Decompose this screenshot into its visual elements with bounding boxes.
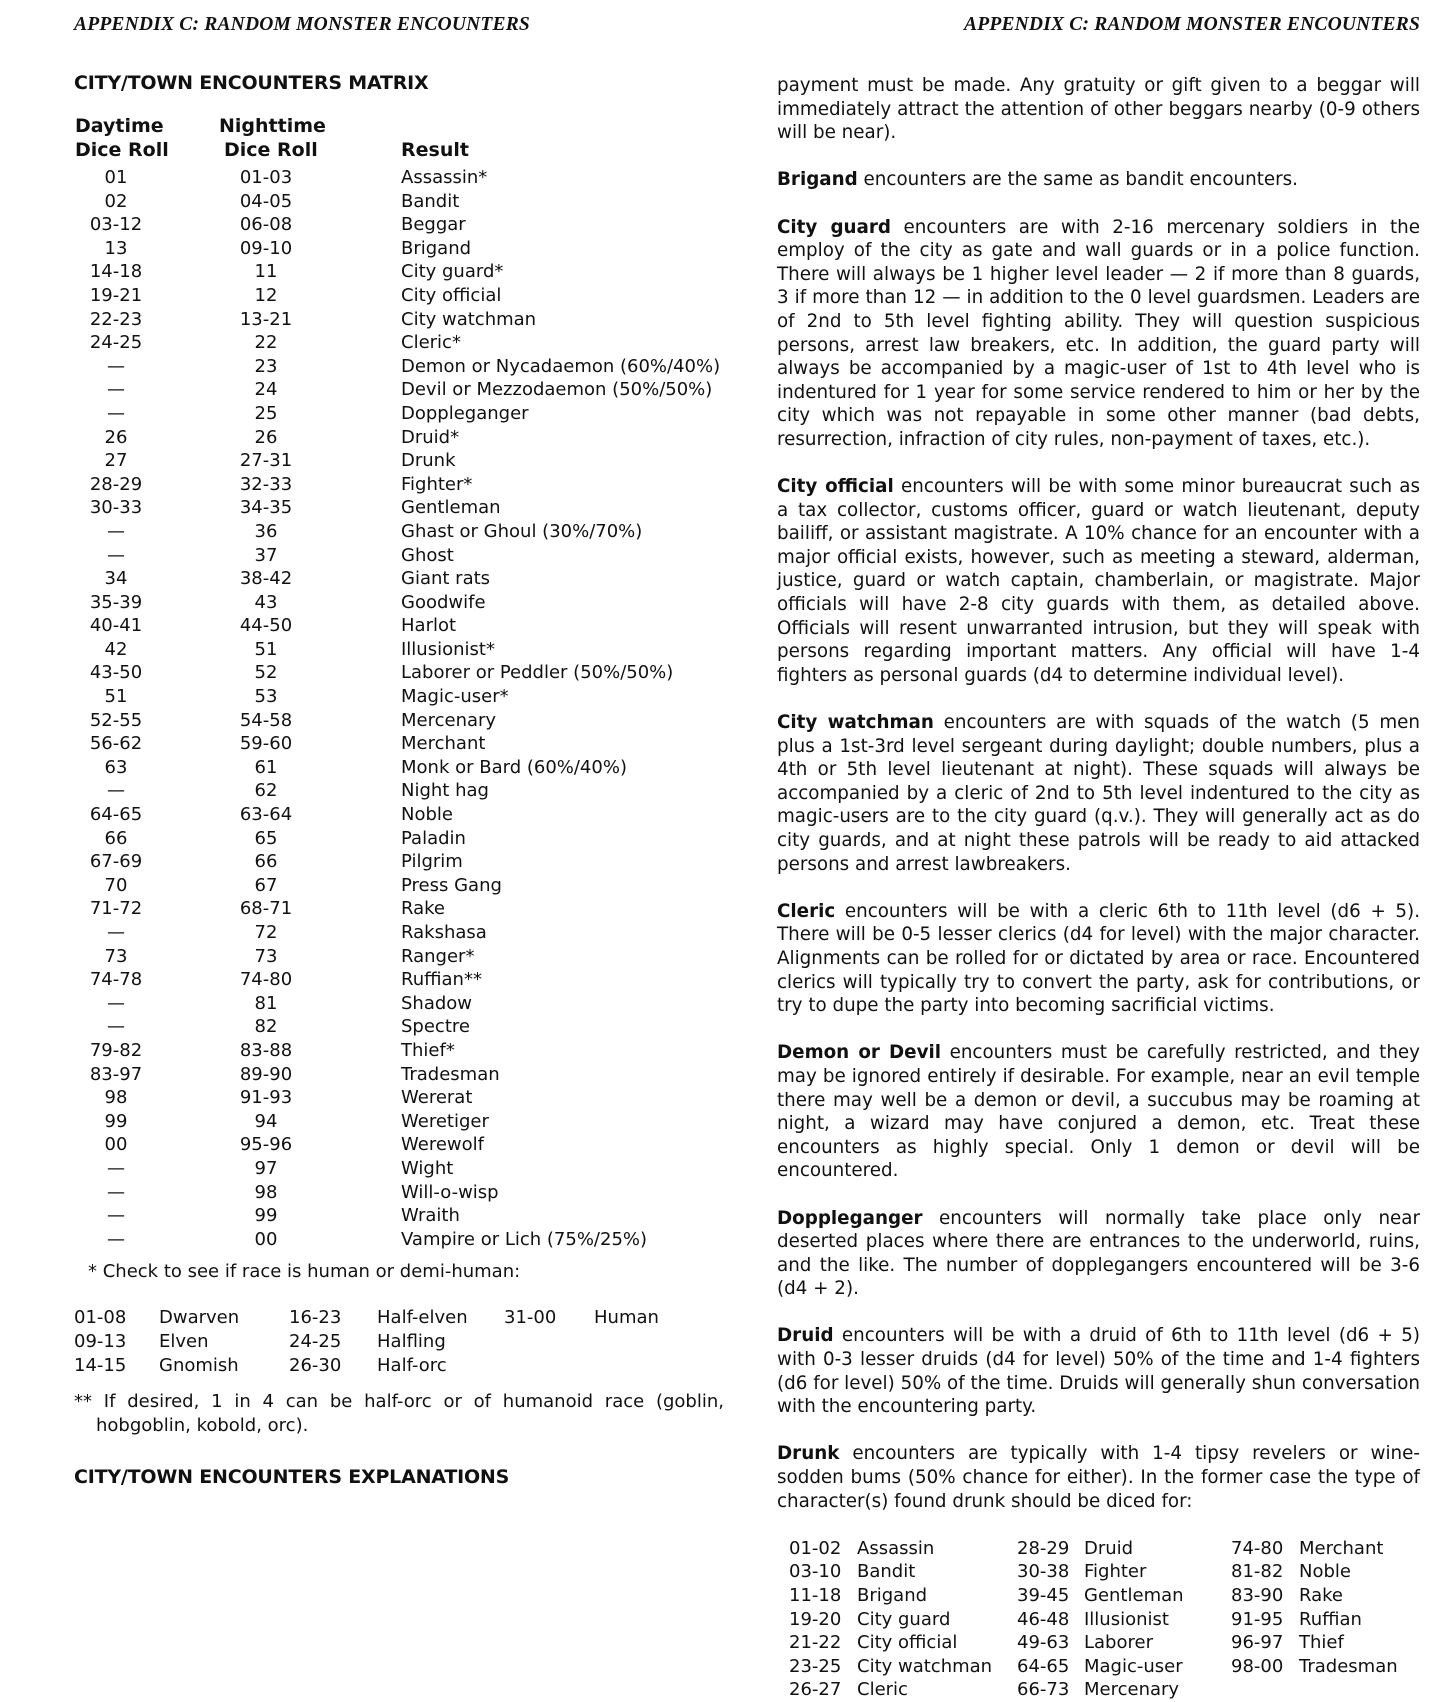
day-roll-cell: — <box>107 992 125 1014</box>
result-cell: Ghast or Ghoul (30%/70%) <box>401 520 643 542</box>
result-cell: Spectre <box>401 1016 470 1038</box>
night-roll-cell: 24 <box>254 379 278 401</box>
table-row <box>74 237 724 261</box>
day-roll-cell: 30-33 <box>89 497 143 519</box>
encounter-term: Demon or Devil <box>777 1042 942 1064</box>
ruffian-note: ** If desired, 1 in 4 can be half-orc or of humanoid race (goblin, hobgoblin, kobold, orc). <box>74 1391 724 1437</box>
drunk-type-cell: Illusionist <box>1084 1608 1169 1630</box>
day-roll-cell: 63 <box>104 756 128 778</box>
table-row <box>74 945 724 969</box>
night-roll-cell: 72 <box>254 922 278 943</box>
drunk-roll-cell: 39-45 <box>1017 1585 1070 1606</box>
table-row <box>74 779 724 803</box>
drunk-type-cell: Magic-user <box>1084 1655 1183 1677</box>
night-roll-cell: 38-42 <box>239 568 293 590</box>
drunk-table <box>789 1537 1420 1702</box>
result-cell: Tradesman <box>401 1063 500 1085</box>
result-cell: City watchman <box>401 308 537 330</box>
table-row <box>74 591 724 615</box>
result-cell: Press Gang <box>401 874 502 896</box>
day-roll-cell: — <box>107 780 125 802</box>
result-cell: Devil or Mezzodaemon (50%/50%) <box>401 379 713 401</box>
table-row <box>74 402 724 426</box>
drunk-roll-cell: 03-10 <box>789 1561 842 1583</box>
race-roll-cell: 24-25 <box>289 1330 342 1352</box>
table-row <box>74 166 724 190</box>
day-roll-cell: — <box>107 922 125 943</box>
day-roll-cell: 22-23 <box>89 308 143 330</box>
result-cell: Shadow <box>401 992 473 1014</box>
table-row <box>74 732 724 756</box>
table-row <box>74 1110 724 1134</box>
result-cell: Laborer or Peddler (50%/50%) <box>401 662 674 684</box>
encounter-term: City official <box>777 476 894 498</box>
right-column <box>777 74 1420 1702</box>
result-cell: Druid* <box>401 426 460 448</box>
table-row <box>74 260 724 284</box>
table-row <box>74 473 724 497</box>
table-row <box>74 827 724 851</box>
day-roll-cell: — <box>107 1205 125 1227</box>
table-row <box>74 520 724 544</box>
drunk-type-cell: Gentleman <box>1084 1585 1184 1606</box>
day-roll-cell: 51 <box>104 686 128 708</box>
race-name-cell: Half-orc <box>377 1354 447 1376</box>
drunk-roll-cell: 83-90 <box>1231 1585 1284 1606</box>
night-roll-cell: 27-31 <box>239 450 293 472</box>
result-cell: Harlot <box>401 615 457 637</box>
race-table <box>74 1306 724 1378</box>
result-cell: Bandit <box>401 190 460 212</box>
table-row <box>74 1086 724 1110</box>
table-row <box>74 213 724 237</box>
race-roll-cell: 31-00 <box>504 1307 557 1329</box>
matrix-title: CITY/TOWN ENCOUNTERS MATRIX <box>74 72 429 94</box>
drunk-type-cell: Ruffian <box>1299 1608 1362 1630</box>
table-row <box>74 685 724 709</box>
night-roll-cell: 37 <box>254 544 278 566</box>
night-roll-cell: 81 <box>254 992 278 1014</box>
encounter-term: City guard <box>777 216 891 238</box>
day-roll-cell: — <box>107 1157 125 1179</box>
night-roll-cell: 61 <box>254 756 278 778</box>
drunk-type-cell: Thief <box>1299 1632 1344 1654</box>
day-roll-cell: 71-72 <box>89 898 143 920</box>
result-cell: Goodwife <box>401 591 486 613</box>
result-cell: Mercenary <box>401 709 497 731</box>
result-cell: Assassin* <box>401 167 488 188</box>
drunk-type-cell: Mercenary <box>1084 1679 1180 1701</box>
night-roll-cell: 12 <box>254 284 278 306</box>
result-cell: Will-o-wisp <box>401 1181 499 1203</box>
left-column <box>74 72 724 1438</box>
night-roll-cell: 43 <box>254 591 278 613</box>
explanation-paragraph <box>777 900 1420 1018</box>
day-roll-cell: 00 <box>104 1134 128 1156</box>
table-row <box>74 992 724 1016</box>
drunk-roll-cell: 91-95 <box>1231 1608 1284 1630</box>
day-roll-cell: — <box>107 1181 125 1203</box>
table-row <box>74 921 724 945</box>
day-roll-cell: 56-62 <box>89 733 143 755</box>
explanation-paragraph <box>777 475 1420 687</box>
day-roll-cell: 34 <box>104 568 128 590</box>
explanation-text: encounters will normally take place only near deserted places where there are entrances to the underworld, ruins, and the like. The number of dopplegangers encountered will be 3-6 (d4 + 2). <box>777 1207 1420 1300</box>
race-name-cell: Gnomish <box>159 1354 239 1376</box>
result-cell: Beggar <box>401 214 466 236</box>
drunk-roll-cell: 21-22 <box>789 1632 842 1654</box>
night-roll-cell: 63-64 <box>239 804 293 826</box>
explanation-paragraph <box>777 1442 1420 1513</box>
day-roll-cell: 83-97 <box>89 1063 143 1085</box>
night-roll-cell: 00 <box>254 1228 278 1250</box>
day-roll-cell: 13 <box>104 237 128 259</box>
result-cell: Wight <box>401 1157 454 1179</box>
drunk-roll-cell: 26-27 <box>789 1679 842 1701</box>
result-cell: Illusionist* <box>401 638 495 660</box>
drunk-roll-cell: 23-25 <box>789 1655 842 1677</box>
day-roll-cell: 64-65 <box>89 804 143 826</box>
drunk-roll-cell: 19-20 <box>789 1608 842 1630</box>
result-cell: Doppleganger <box>401 402 529 424</box>
result-cell: Vampire or Lich (75%/25%) <box>401 1228 648 1250</box>
night-roll-cell: 04-05 <box>239 190 293 212</box>
day-roll-cell: — <box>107 520 125 542</box>
page-header-right: APPENDIX C: RANDOM MONSTER ENCOUNTERS <box>964 14 1420 35</box>
drunk-roll-cell: 28-29 <box>1017 1537 1070 1559</box>
result-cell: Thief* <box>401 1039 455 1061</box>
result-cell: Rake <box>401 898 445 920</box>
race-note: * Check to see if race is human or demi-human: <box>88 1261 521 1283</box>
night-roll-cell: 36 <box>254 520 278 542</box>
col-day-header-2: Dice Roll <box>75 139 169 161</box>
drunk-roll-cell: 74-80 <box>1231 1537 1284 1559</box>
night-roll-cell: 44-50 <box>239 615 293 637</box>
result-cell: Fighter* <box>401 473 473 495</box>
table-row <box>74 567 724 591</box>
table-row <box>74 1204 724 1228</box>
result-cell: Monk or Bard (60%/40%) <box>401 756 627 778</box>
col-result-header: Result <box>401 139 469 161</box>
drunk-type-cell: Tradesman <box>1299 1655 1398 1677</box>
table-row <box>74 190 724 214</box>
night-roll-cell: 53 <box>254 686 278 708</box>
drunk-roll-cell: 96-97 <box>1231 1632 1284 1654</box>
explanations-title: CITY/TOWN ENCOUNTERS EXPLANATIONS <box>74 1466 510 1488</box>
drunk-roll-cell: 64-65 <box>1017 1655 1070 1677</box>
day-roll-cell: 66 <box>104 827 128 849</box>
table-row <box>74 355 724 379</box>
drunk-type-cell: Assassin <box>857 1537 935 1559</box>
result-cell: Giant rats <box>401 568 491 590</box>
race-roll-cell: 16-23 <box>289 1307 342 1329</box>
drunk-roll-cell: 81-82 <box>1231 1561 1284 1583</box>
day-roll-cell: 24-25 <box>89 332 143 354</box>
day-roll-cell: — <box>107 355 125 377</box>
drunk-roll-cell: 46-48 <box>1017 1608 1070 1630</box>
drunk-type-cell: Cleric <box>857 1679 908 1701</box>
table-row <box>74 709 724 733</box>
table-row <box>74 968 724 992</box>
drunk-type-cell: City watchman <box>857 1655 993 1677</box>
day-roll-cell: — <box>107 402 125 424</box>
table-row <box>74 449 724 473</box>
night-roll-cell: 32-33 <box>239 473 293 495</box>
day-roll-cell: 74-78 <box>89 969 143 991</box>
night-roll-cell: 74-80 <box>239 969 293 991</box>
table-row <box>74 331 724 355</box>
result-cell: Demon or Nycadaemon (60%/40%) <box>401 355 721 377</box>
explanation-paragraph <box>777 1207 1420 1301</box>
result-cell: Ranger* <box>401 945 475 967</box>
table-row <box>74 284 724 308</box>
explanations-text <box>777 74 1420 1513</box>
drunk-roll-cell: 01-02 <box>789 1537 842 1559</box>
night-roll-cell: 25 <box>254 402 278 424</box>
result-cell: Wererat <box>401 1087 473 1109</box>
night-roll-cell: 83-88 <box>239 1039 293 1061</box>
table-row <box>74 544 724 568</box>
table-row <box>74 1181 724 1205</box>
explanation-paragraph <box>777 711 1420 876</box>
race-name-cell: Half-elven <box>377 1307 468 1329</box>
drunk-roll-cell: 30-38 <box>1017 1561 1070 1583</box>
day-roll-cell: 03-12 <box>89 214 143 236</box>
encounter-term: City watchman <box>777 712 934 734</box>
night-roll-cell: 68-71 <box>239 898 293 920</box>
explanation-text: encounters are typically with 1-4 tipsy revelers or wine-sodden bums (50% chance for either). In the former case the type of character(s) found drunk should be diced for: <box>777 1443 1420 1512</box>
night-roll-cell: 89-90 <box>239 1063 293 1085</box>
day-roll-cell: — <box>107 1016 125 1038</box>
drunk-type-cell: Fighter <box>1084 1561 1147 1583</box>
matrix-header <box>74 114 724 166</box>
night-roll-cell: 51 <box>254 638 278 660</box>
day-roll-cell: 01 <box>104 167 128 188</box>
result-cell: Drunk <box>401 450 456 472</box>
result-cell: Wraith <box>401 1205 460 1227</box>
explanation-paragraph <box>777 168 1420 192</box>
race-roll-cell: 26-30 <box>289 1354 342 1376</box>
race-name-cell: Dwarven <box>159 1307 240 1329</box>
matrix-table <box>74 166 724 1251</box>
race-roll-cell: 09-13 <box>74 1330 127 1352</box>
table-row <box>74 496 724 520</box>
explanation-paragraph <box>777 1324 1420 1418</box>
night-roll-cell: 54-58 <box>239 709 293 731</box>
result-cell: Pilgrim <box>401 851 463 873</box>
night-roll-cell: 13-21 <box>239 308 293 330</box>
explanation-text: encounters are the same as bandit encounters. <box>857 169 1298 191</box>
encounter-term: Druid <box>777 1325 834 1347</box>
table-row <box>74 638 724 662</box>
day-roll-cell: 43-50 <box>89 662 143 684</box>
night-roll-cell: 95-96 <box>239 1134 293 1156</box>
result-cell: Brigand <box>401 237 472 259</box>
day-roll-cell: 19-21 <box>89 284 143 306</box>
night-roll-cell: 22 <box>254 332 278 354</box>
race-name-cell: Halfling <box>377 1330 446 1352</box>
night-roll-cell: 97 <box>254 1157 278 1179</box>
night-roll-cell: 62 <box>254 780 278 802</box>
night-roll-cell: 59-60 <box>239 733 293 755</box>
drunk-type-cell: Merchant <box>1299 1537 1384 1559</box>
night-roll-cell: 34-35 <box>239 497 293 519</box>
result-cell: Weretiger <box>401 1110 489 1132</box>
day-roll-cell: 70 <box>104 874 128 896</box>
result-cell: Night hag <box>401 780 489 802</box>
night-roll-cell: 01-03 <box>239 167 293 188</box>
night-roll-cell: 82 <box>254 1016 278 1038</box>
drunk-type-cell: City guard <box>857 1608 951 1630</box>
table-row <box>74 1157 724 1181</box>
night-roll-cell: 66 <box>254 851 278 873</box>
encounter-term: Brigand <box>777 169 858 191</box>
night-roll-cell: 06-08 <box>239 214 293 236</box>
result-cell: Ghost <box>401 544 454 566</box>
race-roll-cell: 01-08 <box>74 1307 127 1329</box>
table-row <box>74 874 724 898</box>
table-row <box>74 756 724 780</box>
drunk-type-cell: Bandit <box>857 1561 916 1583</box>
day-roll-cell: 02 <box>104 190 128 212</box>
col-night-header-1: Nighttime <box>219 115 326 137</box>
result-cell: Rakshasa <box>401 922 487 943</box>
drunk-type-cell: City official <box>857 1632 958 1654</box>
day-roll-cell: 40-41 <box>89 615 143 637</box>
night-roll-cell: 52 <box>254 662 278 684</box>
race-roll-cell: 14-15 <box>74 1354 127 1376</box>
day-roll-cell: — <box>107 379 125 401</box>
day-roll-cell: — <box>107 544 125 566</box>
explanation-text: encounters will be with a cleric 6th to 11th level (d6 + 5). There will be 0-5 lesser clerics (d4 for level) with the major character. Alignments can be rolled for or dictated by area or race. Encountered clerics will typically try to convert the party, ask for contributions, or try to dupe the party into becoming sacrificial victims. <box>777 900 1420 1017</box>
day-roll-cell: 67-69 <box>89 851 143 873</box>
day-roll-cell: 73 <box>104 945 128 967</box>
day-roll-cell: 26 <box>104 426 128 448</box>
result-cell: Cleric* <box>401 332 461 354</box>
explanation-text: encounters must be carefully restricted, and they may be ignored entirely if desirable. For example, near an evil temple there may well be a demon or devil, a succubus may be roaming at night, a wizard may have conjured a demon, etc. Treat these encounters as highly special. Only 1 demon or devil will be encountered. <box>777 1042 1420 1182</box>
drunk-type-cell: Laborer <box>1084 1632 1153 1654</box>
table-row <box>74 378 724 402</box>
result-cell: City official <box>401 284 502 306</box>
night-roll-cell: 94 <box>254 1110 278 1132</box>
day-roll-cell: — <box>107 1228 125 1250</box>
table-row <box>74 1228 724 1252</box>
night-roll-cell: 11 <box>254 261 278 283</box>
result-cell: Ruffian** <box>401 969 482 991</box>
drunk-roll-cell: 98-00 <box>1231 1655 1284 1677</box>
night-roll-cell: 26 <box>254 426 278 448</box>
night-roll-cell: 09-10 <box>239 237 293 259</box>
explanation-text: encounters are with 2-16 mercenary soldiers in the employ of the city as gate and wall guards or in a police function. There will always be 1 higher level leader — 2 if more than 8 guards, 3 if more than 12 — in addition to the 0 level guardsmen. Leaders are of 2nd to 5th level fighting ability. They will question suspicious persons, arrest law breakers, etc. In addition, the guard party will always be accompanied by a magic-user of 1st to 4th level who is indentured for 1 year for some service rendered to him or her by the city which was not repayable in some other manner (bad debts, resurrection, infraction of city rules, non-payment of taxes, etc.). <box>777 216 1421 450</box>
drunk-type-cell: Rake <box>1299 1585 1343 1606</box>
drunk-type-cell: Noble <box>1299 1561 1351 1583</box>
result-cell: Merchant <box>401 733 486 755</box>
table-row <box>74 1133 724 1157</box>
night-roll-cell: 73 <box>254 945 278 967</box>
night-roll-cell: 67 <box>254 874 278 896</box>
table-row <box>74 308 724 332</box>
col-day-header-1: Daytime <box>75 115 164 137</box>
table-row <box>74 614 724 638</box>
result-cell: Magic-user* <box>401 686 509 708</box>
table-row <box>74 1039 724 1063</box>
table-row <box>74 661 724 685</box>
day-roll-cell: 99 <box>104 1110 128 1132</box>
explanation-text: encounters will be with a druid of 6th to 11th level (d6 + 5) with 0-3 lesser druids (d4 for level) 50% of the time and 1-4 fighters (d6 for level) 50% of the time. Druids will generally shun conversation with the encountering party. <box>777 1325 1420 1418</box>
result-cell: Gentleman <box>401 497 501 519</box>
day-roll-cell: 35-39 <box>89 591 143 613</box>
explanation-text: payment must be made. Any gratuity or gift given to a beggar will immediately attract the attention of other beggars nearby (0-9 others will be near). <box>777 75 1420 144</box>
day-roll-cell: 28-29 <box>89 473 143 495</box>
explanation-paragraph <box>777 216 1420 452</box>
drunk-roll-cell: 49-63 <box>1017 1632 1070 1654</box>
table-row <box>74 1063 724 1087</box>
explanation-text: encounters will be with some minor bureaucrat such as a tax collector, customs officer, guard or watch lieutenant, deputy bailiff, or assistant magistrate. A 10% chance for an encounter with a major official exists, however, such as meeting a steward, alderman, justice, guard or watch captain, chamberlain, or magistrate. Major officials will have 2-8 city guards with them, as detailed above. Officials will resent unwarranted intrusion, but they will speak with persons regarding important matters. Any official will have 1-4 fighters as personal guards (d4 to determine individual level). <box>777 476 1420 686</box>
day-roll-cell: 98 <box>104 1087 128 1109</box>
table-row <box>74 850 724 874</box>
result-cell: Noble <box>401 804 453 826</box>
table-row <box>74 1015 724 1039</box>
day-roll-cell: 79-82 <box>89 1039 143 1061</box>
encounter-term: Doppleganger <box>777 1207 923 1229</box>
result-cell: Paladin <box>401 827 466 849</box>
table-row <box>74 897 724 921</box>
result-cell: City guard* <box>401 261 504 283</box>
drunk-roll-cell: 66-73 <box>1017 1679 1070 1701</box>
explanation-text: encounters are with squads of the watch (5 men plus a 1st-3rd level sergeant during daylight; double numbers, plus a 4th or 5th level lieutenant at night). These squads will always be accompanied by a cleric of 2nd to 5th level indentured to the city as magic-users are to the city guard (q.v.). They will generally act as do city guards, and at night these patrols will be ready to aid attacked persons and arrest lawbreakers. <box>777 712 1420 875</box>
night-roll-cell: 23 <box>254 355 278 377</box>
day-roll-cell: 27 <box>104 450 128 472</box>
encounter-term: Cleric <box>777 900 836 922</box>
explanation-paragraph <box>777 74 1420 145</box>
encounter-term: Drunk <box>777 1443 840 1465</box>
night-roll-cell: 99 <box>254 1205 278 1227</box>
race-name-cell: Elven <box>159 1330 209 1352</box>
table-row <box>74 803 724 827</box>
table-row <box>74 426 724 450</box>
page-header-left: APPENDIX C: RANDOM MONSTER ENCOUNTERS <box>74 14 530 35</box>
night-roll-cell: 91-93 <box>239 1087 293 1109</box>
explanation-paragraph <box>777 1041 1420 1183</box>
drunk-roll-cell: 11-18 <box>789 1585 842 1606</box>
day-roll-cell: 52-55 <box>89 709 143 731</box>
drunk-type-cell: Druid <box>1084 1537 1134 1559</box>
night-roll-cell: 98 <box>254 1181 278 1203</box>
day-roll-cell: 42 <box>104 638 128 660</box>
night-roll-cell: 65 <box>254 827 278 849</box>
race-name-cell: Human <box>594 1307 659 1329</box>
drunk-type-cell: Brigand <box>857 1585 928 1606</box>
result-cell: Werewolf <box>401 1134 484 1156</box>
col-night-header-2: Dice Roll <box>224 139 318 161</box>
day-roll-cell: 14-18 <box>89 261 143 283</box>
